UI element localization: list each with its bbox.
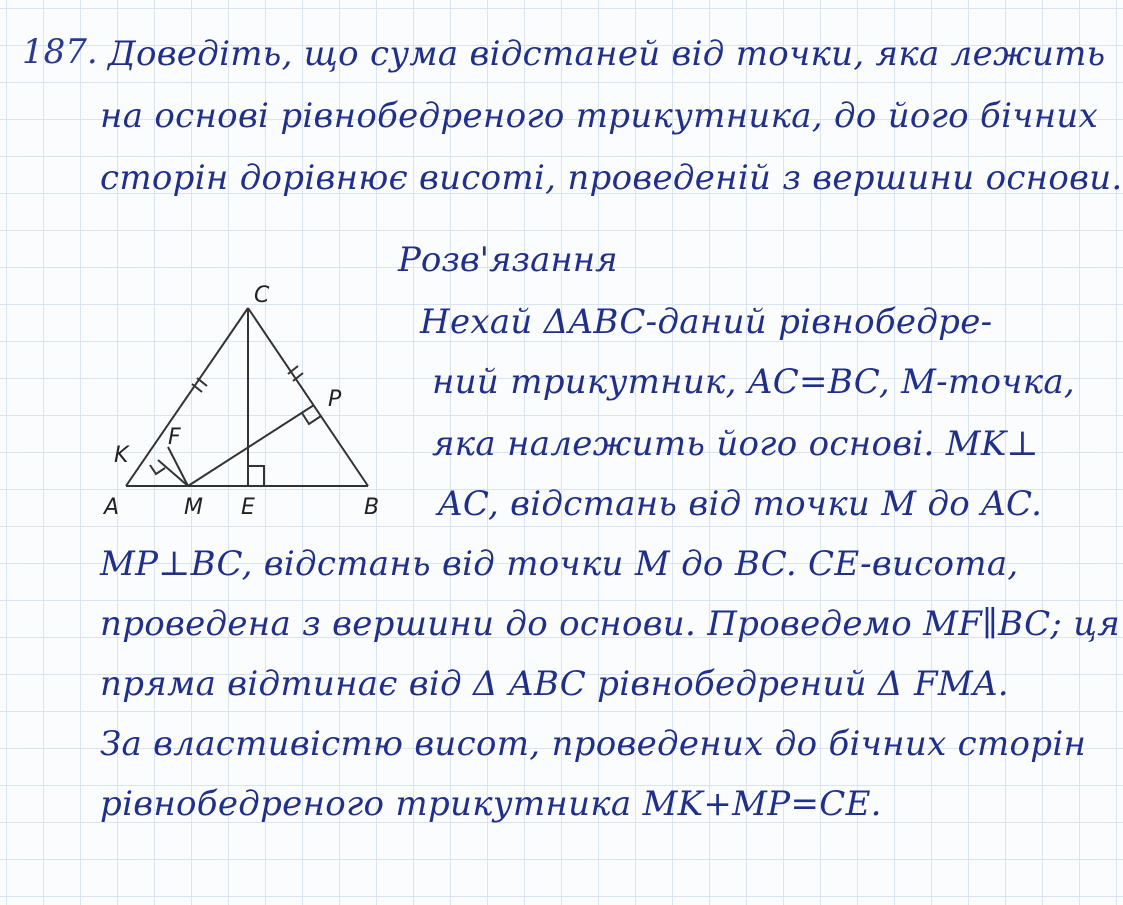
label-k: K <box>114 443 129 468</box>
right-angle-k <box>150 465 165 474</box>
solution-line-2: ний трикутник, AC=BC, M-точка, <box>432 362 1076 402</box>
solution-heading: Розв'язання <box>398 240 618 280</box>
solution-line-4: AC, відстань від точки M до AC. <box>438 484 1043 524</box>
right-angle-e <box>248 466 264 486</box>
label-m: M <box>184 495 203 520</box>
solution-line-8: За властивістю висот, проведених до бічних сторін <box>100 724 1087 764</box>
right-angle-p <box>302 413 321 424</box>
solution-line-6: проведена з вершини до основи. Проведемо MF∥BC; ця <box>100 604 1121 644</box>
segment-mk <box>158 460 188 486</box>
label-f: F <box>168 425 181 450</box>
label-e: E <box>241 495 255 520</box>
label-p: P <box>328 387 342 412</box>
solution-line-3: яка належить його основі. MK⊥ <box>432 424 1039 464</box>
triangle-diagram <box>96 270 406 540</box>
segment-mp <box>188 405 314 486</box>
triangle-figure <box>96 270 406 540</box>
solution-line-5: MP⊥BC, відстань від точки M до BC. CE-висота, <box>100 544 1019 584</box>
segment-mf <box>168 447 188 486</box>
label-a: A <box>104 495 120 520</box>
label-c: C <box>254 283 270 308</box>
tick-ac-2 <box>197 378 207 386</box>
solution-line-7: пряма відтинає від Δ ABC рівнобедрений Δ FMA. <box>100 664 1009 704</box>
solution-line-1: Нехай ΔABC-даний рівнобедре- <box>420 302 993 342</box>
problem-number: 187. <box>22 32 98 72</box>
problem-line-2: на основі рівнобедреного трикутника, до його бічних <box>100 96 1099 136</box>
problem-line-3: сторін дорівнює висоті, проведеній з вершини основи. <box>100 158 1123 198</box>
side-bc <box>248 308 368 486</box>
label-b: B <box>364 495 380 520</box>
solution-line-9: рівнобедреного трикутника MK+MP=CE. <box>100 784 882 824</box>
problem-line-1: Доведіть, що сума відстаней від точки, яка лежить <box>108 34 1106 74</box>
